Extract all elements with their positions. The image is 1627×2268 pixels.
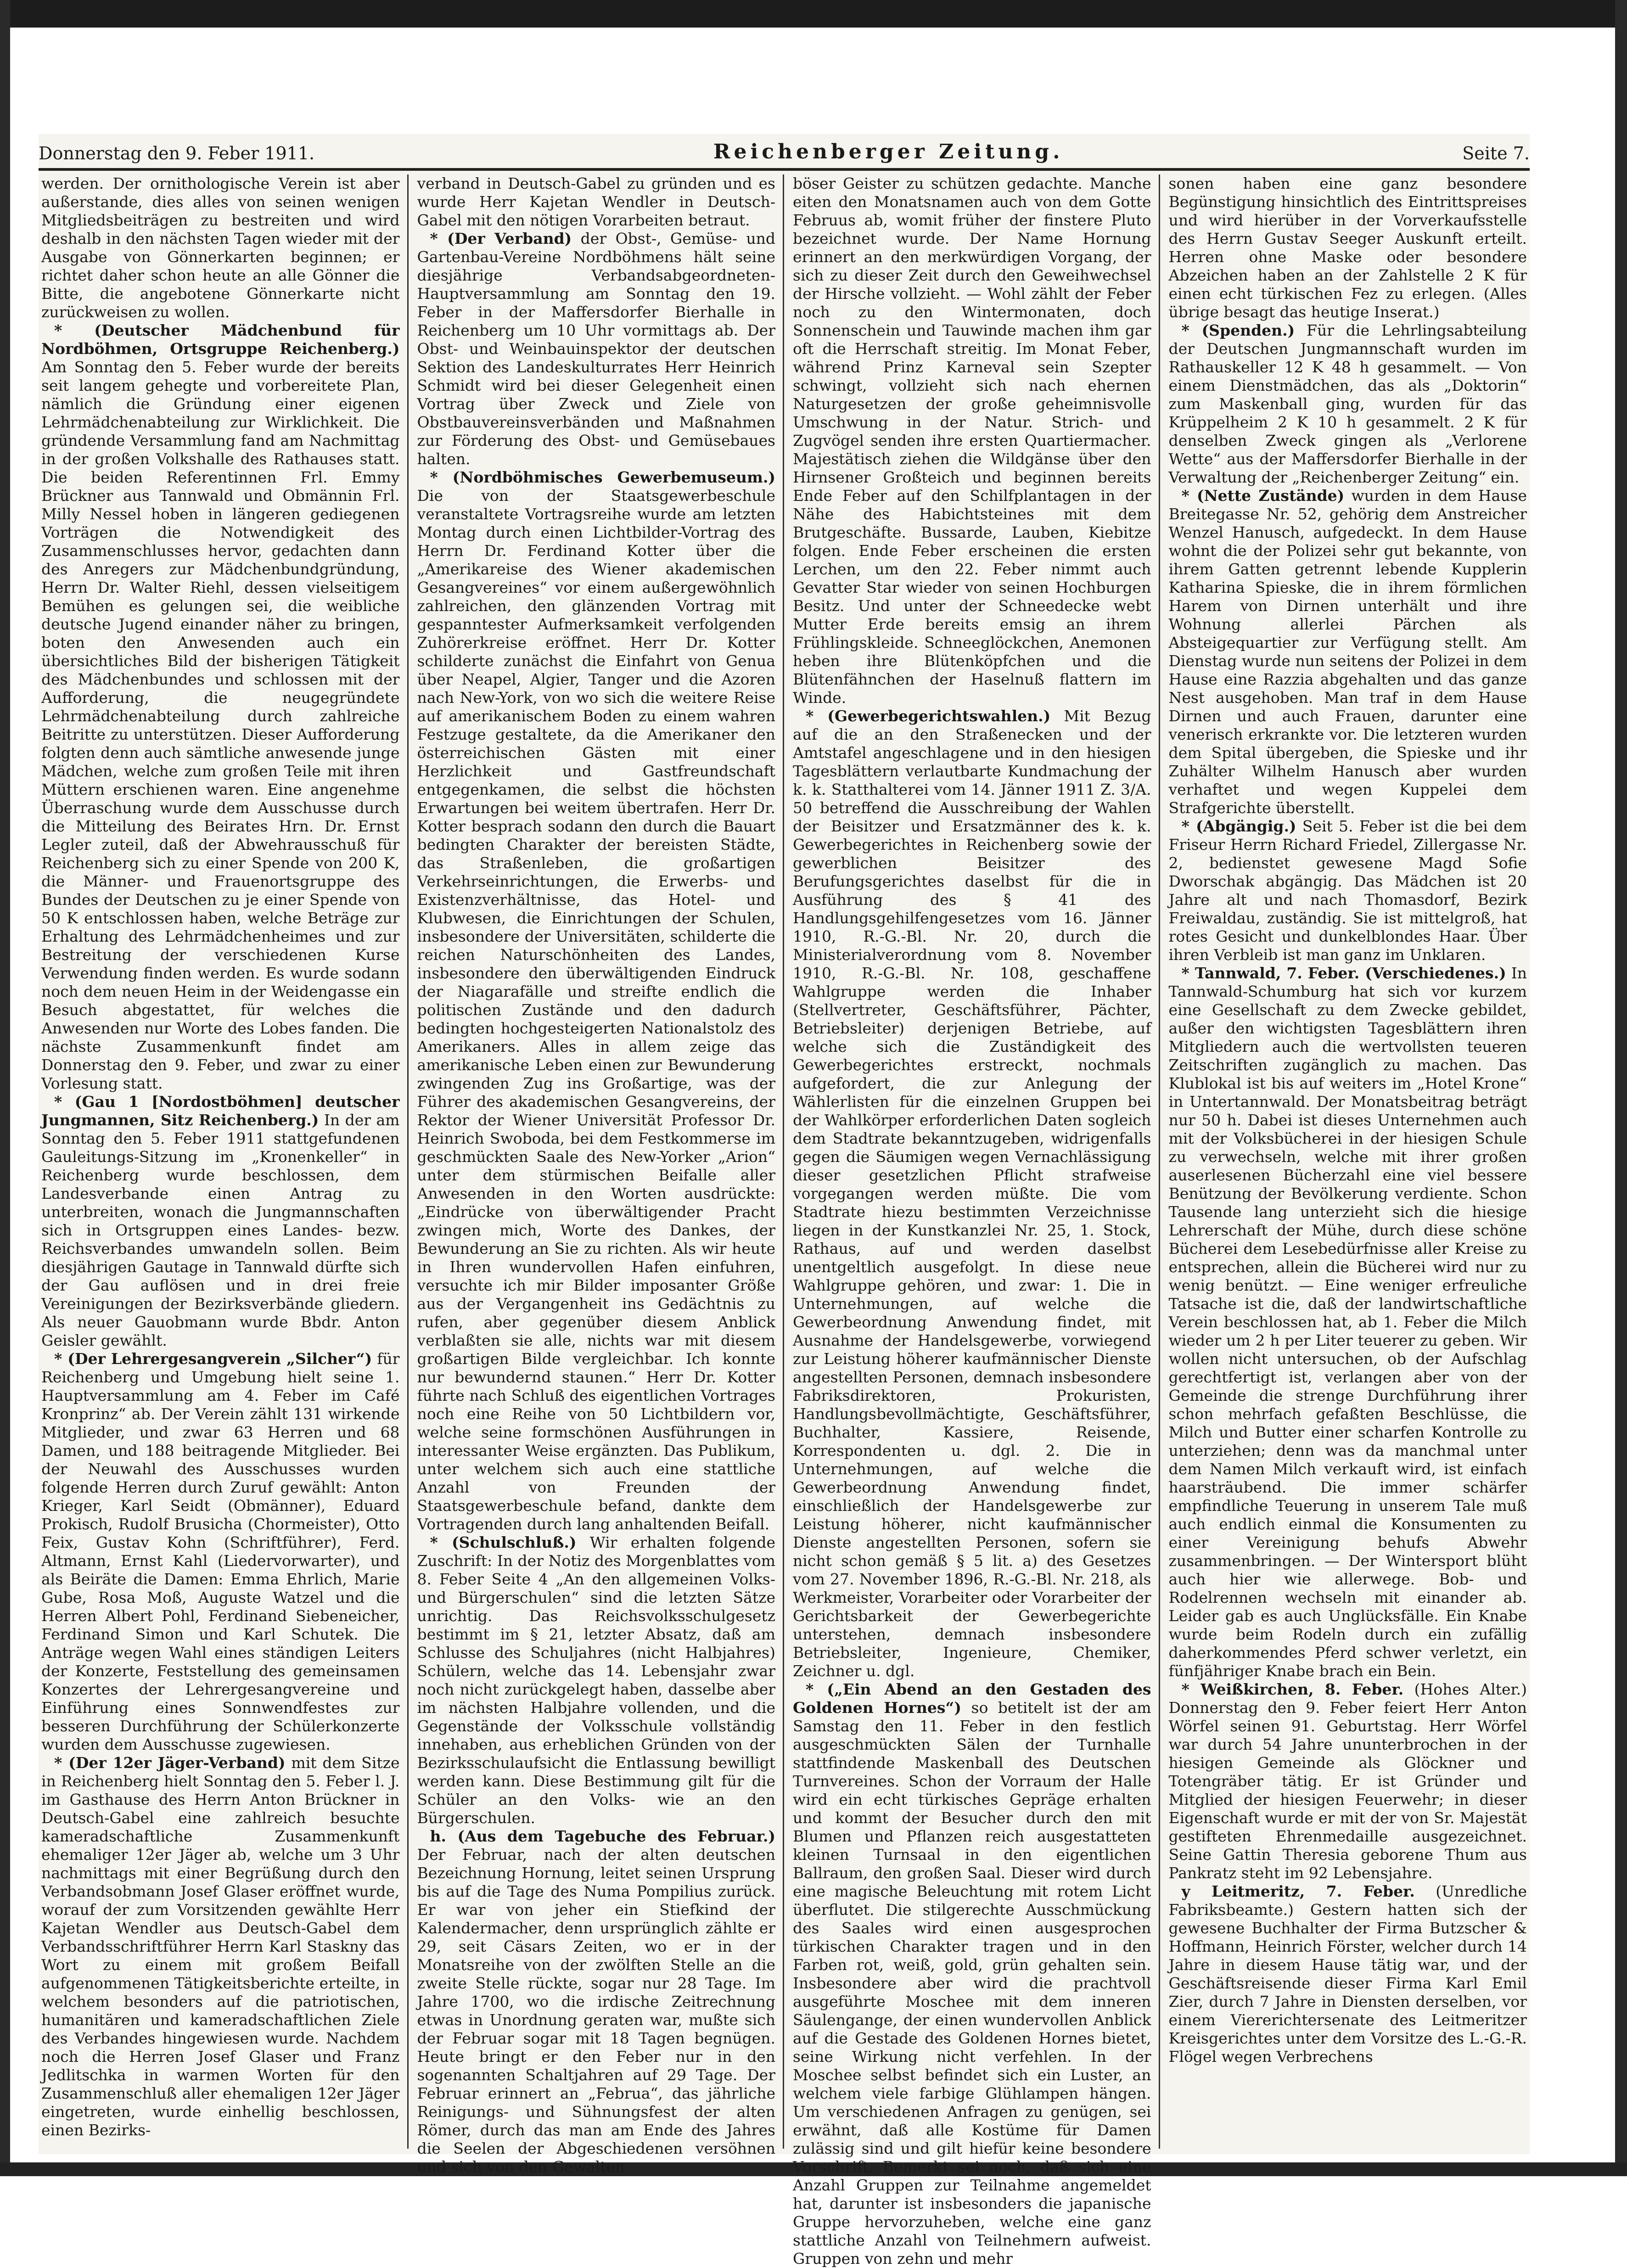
article-text: verband in Deutsch-Gabel zu gründen und es wurde Herr Kajetan Wendler in Deutsch-Gabel mit den nötigen Vorarbeiten betraut. xyxy=(417,174,775,229)
article-rubric: * Tannwald, 7. Feber. (Verschiedenes.) xyxy=(1181,964,1506,982)
article-paragraph xyxy=(793,174,1151,707)
article-text: für Reichenberg und Umgebung hielt seine 1. Hauptversammlung am 4. Feber im Café Kronprinz“ ab. Der Verein zählt 131 wirkende Mitglieder, und zwar 63 Herren und 68 Damen, und 188 beitragende Mitglieder. Bei der Neuwahl des Ausschusses wurden folgende Herren durch Zuruf gewählt: Anton Krieger, Karl Seidt (Obmänner), Eduard Prokisch, Rudolf Brusicha (Chormeister), Otto Feix, Gustav Kohn (Schriftführer), Ferd. Altmann, Ernst Kahl (Liedervorwarter), und als Beiräte die Damen: Emma Ehrlich, Marie Gube, Rosa Moß, Auguste Watzel und die Herren Albert Pohl, Ferdinand Siebeneicher, Ferdinand Simon und Karl Schutek. Die Anträge wegen Wahl eines ständigen Leiters der Konzerte, Feststellung des gemeinsamen Konzertes der Lehrergesangvereine und Einführung eines Sonnwendfestes zur besseren Durchführung der Schülerkonzerte wurden dem Ausschusse zugewiesen. xyxy=(41,1350,400,1753)
article-rubric: * („Ein Abend an den Gestaden des Goldenen Hornes“) xyxy=(793,1680,1151,1717)
article-text: werden. Der ornithologische Verein ist aber außerstande, dies alles von seinen wenigen Mitgliedsbeiträgen zu bestreiten und wird deshalb in den nächsten Tagen wieder mit der Ausgabe von Gönnerkarten beginnen; er richtet daher schon heute an alle Gönner die Bitte, die angebotene Gönnerkarte nicht zurückweisen zu wollen. xyxy=(41,174,400,321)
text-columns xyxy=(39,174,1530,2268)
article-text: mit dem Sitze in Reichenberg hielt Sonntag den 5. Feber l. J. im Gasthause des Herrn Anton Brückner in Deutsch-Gabel eine zahlreich besuchte kameradschaftliche Zusammenkunft ehemaliger 12er Jäger ab, welche um 3 Uhr nachmittags mit einer Begrüßung durch den Verbandsobmann Josef Glaser eröffnet wurde, worauf der zum Vorsitzenden gewählte Herr Kajetan Wendler aus Deutsch-Gabel dem Verbandsschriftführer Herrn Karl Staskny das Wort zu einem mit großem Beifall aufgenommenen Tätigkeitsberichte erteilte, in welchem besonders auf die patriotischen, humanitären und kameradschaftlichen Ziele des Verbandes hingewiesen wurde. Nachdem noch die Herren Josef Glaser und Franz Jedlitschka in warmen Worten für den Zusammenschluß aller ehemaligen 12er Jäger eingetreten, wurde einhellig beschlossen, einen Bezirks- xyxy=(41,1754,400,2139)
article-rubric: * (Spenden.) xyxy=(1181,321,1295,339)
article-paragraph xyxy=(41,1754,400,2139)
article-text: sonen haben eine ganz besondere Begünstigung hinsichtlich des Eintrittspreises und wird hierüber in der Vorverkaufsstelle des Herrn Gustav Seeger Auskunft erteilt. Herren ohne Maske oder besondere Abzeichen haben an der Zahlstelle 2 K für einen echt türkischen Fez zu erlegen. (Alles übrige besagt das heutige Inserat.) xyxy=(1168,174,1527,321)
article-paragraph xyxy=(1169,1680,1527,1882)
article-text: (Unredliche Fabriksbeamte.) Gestern hatten sich der gewesene Buchhalter der Firma Butzscher & Hoffmann, Heinrich Förster, welcher durch 14 Jahre in diesem Hause tätig war, und der Geschäftsreisende dieser Firma Karl Emil Zier, durch 7 Jahre in Diensten derselben, vor einem Viererichtersenate des Leitmeritzer Kreisgerichtes unter dem Vorsitze des L.-G.-R. Flögel wegen Verbrechens xyxy=(1168,1882,1527,2066)
article-paragraph xyxy=(1169,321,1527,487)
article-paragraph xyxy=(1169,964,1527,1680)
article-text: Am Sonntag den 5. Feber wurde der bereits seit langem gehegte und vorbereitete Plan, nämlich die Gründung einer eigenen Lehrmädchenabteilung zur Wirklichkeit. Die gründende Versammlung fand am Nachmittag in der großen Volkshalle des Rathauses statt. Die beiden Referentinnen Frl. Emmy Brückner aus Tannwald und Obmännin Frl. Milly Nessel hoben in längeren gediegenen Vorträgen die Notwendigkeit des Zusammenschlusses hervor, gedachten dann des Anregers zur Mädchenbundgründung, Herrn Dr. Walter Riehl, dessen vielseitigem Bemühen es gelungen sei, die weibliche deutsche Jugend einander näher zu bringen, boten den Anwesenden auch ein übersichtliches Bild der bisherigen Tätigkeit des Mädchenbundes und schlossen mit der Aufforderung, die neugegründete Lehrmädchenabteilung durch zahlreiche Beitritte zu unterstützen. Dieser Aufforderung folgten denn auch sämtliche anwesende junge Mädchen, welche zum großen Teile mit ihren Müttern erschienen waren. Eine angenehme Überraschung wurde dem Ausschusse durch die Mitteilung des Beirates Hrn. Dr. Ernst Legler zuteil, daß der Abwehrausschuß für Reichenberg sich zu einer Spende von 200 K, die Männer- und Frauenortsgruppe des Bundes der Deutschen zu je einer Spende von 50 K entschlossen haben, welche Beträge zur Erhaltung des Lehrmädchenheimes und zur Bestreitung der verschiedenen Kurse Verwendung finden werden. Es wurde sodann noch dem neuen Heim in der Weidengasse ein Besuch abgestattet, für welches die Anwesenden nur Worte des Lobes fanden. Die nächste Zusammenkunft findet am Donnerstag den 9. Feber, und zwar zu einer Vorlesung statt. xyxy=(41,358,400,1092)
article-rubric: * Weißkirchen, 8. Feber. xyxy=(1181,1680,1404,1698)
article-paragraph xyxy=(41,174,400,321)
article-paragraph xyxy=(417,1533,776,1827)
article-text: Mit Bezug auf die an den Straßenecken und der Amtstafel angeschlagene und in den hiesigen Tagesblättern verlautbarte Kundmachung der k. k. Statthalterei vom 14. Jänner 1911 Z. 3/A. 50 betreffend die Ausschreibung der Wahlen der Beisitzer und Ersatzmänner des k. k. Gewerbegerichtes in Reichenberg sowie der gewerblichen Beisitzer des Berufungsgerichtes daselbst für die in Ausführung des § 41 des Handlungsgehilfengesetzes vom 16. Jänner 1910, R.-G.-Bl. Nr. 20, durch die Ministerialverordnung vom 8. November 1910, R.-G.-Bl. Nr. 108, geschaffene Wahlgruppe werden die Inhaber (Stellvertreter, Geschäftsführer, Pächter, Betriebsleiter) derjenigen Betriebe, auf welche sich die Zuständigkeit des Gewerbegerichtes erstreckt, nochmals aufgefordert, die zur Anlegung der Wählerlisten für die einzelnen Gruppen bei der Wahlkörper erforderlichen Daten sogleich dem Stadtrate bekanntzugeben, widrigenfalls gegen die Säumigen wegen Vernachlässigung dieser gesetzlichen Pflicht strafweise vorgegangen werden müßte. Die vom Stadtrate hiezu bestimmten Verzeichnisse liegen in der Kunstkanzlei Nr. 25, 1. Stock, Rathaus, auf und werden daselbst unentgeltlich ausgefolgt. In diese neue Wahlgruppe gehören, und zwar: 1. Die in Unternehmungen, auf welche die Gewerbeordnung Anwendung findet, mit Ausnahme der Handelsgewerbe, vorwiegend zur Leistung höherer kaufmännischer Dienste angestellten Personen, demnach insbesondere Fabriksdirektoren, Prokuristen, Handlungsbevollmächtigte, Geschäftsführer, Buchhalter, Kassiere, Reisende, Korrespondenten u. dgl. 2. Die in Unternehmungen, auf welche die Gewerbeordnung Anwendung findet, einschließlich der Handelsgewerbe zur Leistung höherer, nicht kaufmännischer Dienste angestellten Personen, sofern sie nicht schon gemäß § 5 lit. a) des Gesetzes vom 27. November 1896, R.-G.-Bl. Nr. 218, als Werkmeister, Vorarbeiter oder Vorarbeiter der Gerichtsbarkeit der Gewerbegerichte unterstehen, demnach insbesondere Betriebsleiter, Ingenieure, Chemiker, Zeichner u. dgl. xyxy=(793,707,1151,1680)
article-rubric: * (Der 12er Jäger-Verband) xyxy=(54,1754,286,1772)
newspaper-title: Reichenberger Zeitung. xyxy=(713,140,1064,163)
article-rubric: y Leitmeritz, 7. Feber. xyxy=(1181,1882,1415,1900)
article-text: so betitelt ist der am Samstag den 11. Feber in den festlich ausgeschmückten Sälen der Turnhalle stattfindende Maskenball des Deutschen Turnvereines. Schon der Vorraum der Halle wird ein echt türkisches Gepräge erhalten und kommt der Besucher durch den mit Blumen und Pflanzen reich ausgestatteten kleinen Turnsaal in den eigentlichen Ballraum, den großen Saal. Dieser wird durch eine magische Beleuchtung mit rotem Licht überflutet. Die stilgerechte Ausschmückung des Saales wird einen ausgesprochen türkischen Charakter tragen und in den Farben rot, weiß, gold, grün gehalten sein. Insbesondere aber wird die prachtvoll ausgeführte Moschee mit dem inneren Säulengange, der einen wundervollen Anblick auf die Gestade des Goldenen Hornes bietet, seine Wirkung nicht verfehlen. In der Moschee selbst befindet sich ein Luster, an welchem viele farbige Glühlampen hängen. Um verschiedenen Anfragen zu genügen, sei erwähnt, daß alle Kostüme für Damen zulässig sind und gilt hiefür keine besondere Vorschrift. Bemerkt sei noch, daß sich eine Anzahl Gruppen zur Teilnahme angemeldet hat, darunter ist insbesonders die japanische Gruppe hervorzuheben, welche eine ganz stattliche Anzahl von Teilnehmern aufweist. Gruppen von zehn und mehr xyxy=(793,1699,1151,2268)
article-text: Seit 5. Feber ist die bei dem Friseur Herrn Richard Friedel, Zillergasse Nr. 2, bedienstet gewesene Magd Sofie Dworschak abgängig. Das Mädchen ist 20 Jahre alt und nach Thomasdorf, Bezirk Freiwaldau, zuständig. Sie ist mittelgroß, hat rotes Gesicht und dunkelblondes Haar. Über ihren Verbleib ist man ganz im Unklaren. xyxy=(1168,817,1527,964)
article-rubric: * (Nordböhmisches Gewerbemuseum.) xyxy=(430,468,775,486)
article-rubric: * (Gau 1 [Nordostböhmen] deutscher Jungmannen, Sitz Reichenberg.) xyxy=(41,1093,400,1129)
article-paragraph xyxy=(1169,1882,1527,2066)
article-paragraph xyxy=(1169,487,1527,817)
article-text: (Hohes Alter.) Donnerstag den 9. Feber feiert Herr Anton Wörfel seinen 91. Geburtstag. Herr Wörfel war durch 54 Jahre ununterbrochen in der hiesigen Gemeinde als Glöckner und Totengräber tätig. Er ist Gründer und Mitglied der hiesigen Feuerwehr; in dieser Eigenschaft wurde er mit der von Sr. Majestät gestifteten Ehrenmedaille ausgezeichnet. Seine Gattin Theresia geborene Thum aus Pankratz steht im 92 Lebensjahre. xyxy=(1168,1680,1527,1882)
article-rubric: * (Nette Zustände) xyxy=(1181,487,1345,505)
article-paragraph xyxy=(417,468,776,1533)
article-text: In der am Sonntag den 5. Feber 1911 stattgefundenen Gauleitungs-Sitzung im „Kronenkeller“ in Reichenberg wurde beschlossen, dem Landesverbande einen Antrag zu unterbreiten, wonach die Jungmannschaften sich in Ortsgruppen eines Landes- bezw. Reichsverbandes umwandeln sollen. Beim diesjährigen Gautage in Tannwald dürfte sich der Gau auflösen und in drei freie Vereinigungen der Bezirksverbände gliedern. Als neuer Gauobmann wurde Bbdr. Anton Geisler gewählt. xyxy=(41,1111,400,1349)
article-rubric: * (Abgängig.) xyxy=(1181,817,1296,835)
article-rubric: h. (Aus dem Tagebuche des Februar.) xyxy=(430,1827,775,1845)
article-text: Die von der Staatsgewerbeschule veranstaltete Vortragsreihe wurde am letzten Montag durch einen Lichtbilder-Vortrag des Herrn Dr. Ferdinand Kotter über die „Amerikareise des Wiener akademischen Gesangvereines“ vor einem außergewöhnlich zahlreichen, den glänzenden Vortrag mit gespanntester Aufmerksamkeit verfolgenden Zuhörerkreise eröffnet. Herr Dr. Kotter schilderte zunächst die Einfahrt von Genua über Neapel, Algier, Tanger und die Azoren nach New-York, von wo sich die weitere Reise auf amerikanischem Boden zu einem wahren Festzuge gestaltete, da die Amerikaner den österreichischen Gästen mit einer Herzlichkeit und Gastfreundschaft entgegenkamen, die selbst die höchsten Erwartungen bei weitem übertrafen. Herr Dr. Kotter besprach sodann den durch die Bauart bedingten Charakter der bereisten Städte, das Straßenleben, die großartigen Verkehrseinrichtungen, die Erwerbs- und Existenzverhältnisse, das Hotel- und Klubwesen, die Einrichtungen der Schulen, insbesondere der Universitäten, schilderte die reichen Naturschönheiten des Landes, insbesondere den überwältigenden Eindruck der Niagarafälle und streifte endlich die politischen Zustände und den dadurch bedingten hochgesteigerten Nationalstolz des Amerikaners. Alles in allem zeige das amerikanische Leben einen zur Bewunderung zwingenden Zug ins Großartige, was der Führer des akademischen Gesangvereins, der Rektor der Wiener Universität Professor Dr. Heinrich Swoboda, bei dem Festkommerse im geschmückten Saale des New-Yorker „Arion“ unter dem stürmischen Beifalle aller Anwesenden in den Worten ausdrückte: „Eindrücke von überwältigender Pracht zwingen mich, Worte des Dankes, der Bewunderung an Sie zu richten. Als wir heute in Ihren wundervollen Hafen einfuhren, versuchte ich mir Bilder imposanter Größe aus der Vergangenheit ins Gedächtnis zu rufen, aber gegenüber diesem Anblick verblaßten sie alle, nichts war mit diesem großartigen Bilde vergleichbar. Ich konnte nur bewundernd staunen.“ Herr Dr. Kotter führte nach Schluß des eigentlichen Vortrages noch eine Reihe von 50 Lichtbildern vor, welche seine formschönen Ausführungen in interessanter Weise ergänzten. Das Publikum, unter welchem sich auch eine stattliche Anzahl von Freunden der Staatsgewerbeschule befand, dankte dem Vortragenden durch lang anhaltenden Beifall. xyxy=(417,487,775,1533)
article-text: wurden in dem Hause Breitegasse Nr. 52, gehörig dem Anstreicher Wenzel Hanusch, aufgedeckt. In dem Hause wohnt die der Polizei sehr gut bekannte, von ihrem Gatten getrennt lebende Kupplerin Katharina Spieske, die in ihrem förmlichen Harem von Dirnen unterhält und ihre Wohnung allerlei Pärchen als Absteigequartier zur Verfügung stellt. Am Dienstag wurde nun seitens der Polizei in dem Hause eine Razzia abgehalten und das ganze Nest ausgehoben. Man traf in dem Hause Dirnen und auch Frauen, darunter eine venerisch erkrankte vor. Die letzteren wurden dem Spital übergeben, die Spieske und ihr Zuhälter Wilhelm Hanusch aber wurden verhaftet und wegen Kuppelei dem Strafgerichte überstellt. xyxy=(1168,487,1527,817)
article-paragraph xyxy=(41,1093,400,1350)
article-rubric: * (Schulschluß.) xyxy=(430,1533,577,1551)
article-paragraph xyxy=(417,1827,776,2176)
article-paragraph xyxy=(417,230,776,468)
article-paragraph xyxy=(41,321,400,1093)
article-text: Der Februar, nach der alten deutschen Bezeichnung Hornung, leitet seinen Ursprung bis auf die Tage des Numa Pompilius zurück. Er war von jeher ein Stiefkind der Kalendermacher, denn ursprünglich zählte er 29, seit Cäsars Zeiten, wo er in der Monatsreihe von der zwölften Stelle an die zweite Stelle rückte, sogar nur 28 Tage. Im Jahre 1700, wo die irdische Zeitrechnung etwas in Unordnung geraten war, mußte sich der Februar sogar mit 18 Tagen begnügen. Heute bringt er den Feber nur in den sogenannten Schaltjahren auf 29 Tage. Der Februar erinnert an „Februa“, das jährliche Reinigungs- und Sühnungsfest der alten Römer, durch das man am Ende des Jahres die Seelen der Abgeschiedenen versöhnen und sich von den Gewalten xyxy=(417,1846,775,2176)
column-1 xyxy=(39,174,403,2149)
article-paragraph xyxy=(41,1350,400,1754)
article-rubric: * (Der Lehrergesangverein „Silcher“) xyxy=(54,1350,372,1368)
page-number: Seite 7. xyxy=(1462,143,1530,163)
header-date: Donnerstag den 9. Feber 1911. xyxy=(39,143,315,163)
header-rule xyxy=(39,168,1530,171)
article-rubric: * (Der Verband) xyxy=(430,230,572,247)
article-paragraph xyxy=(417,174,776,230)
article-text: böser Geister zu schützen gedachte. Manche eiten den Monatsnamen auch von dem Gotte Februus ab, womit früher der finstere Pluto bezeichnet wurde. Der Name Hornung erinnert an den merkwürdigen Vorgang, der sich zu dieser Zeit durch den Geweihwechsel der Hirsche vollzieht. — Wohl zählt der Feber noch zu den Wintermonaten, doch Sonnenschein und Tauwinde machen ihm gar oft die Herrschaft streitig. Im Monat Feber, während Prinz Karneval sein Szepter schwingt, vollzieht sich nach ehernen Naturgesetzen der große geheimnisvolle Umschwung in der Natur. Strich- und Zugvögel senden ihre ersten Quartiermacher. Majestätisch ziehen die Wildgänse über den Hirnsener Großteich und beginnen bereits Ende Feber auf den Schilfplantagen in der Nähe des Habichtsteines mit dem Brutgeschäfte. Bussarde, Lauben, Kiebitze folgen. Ende Feber erscheinen die ersten Lerchen, um den 22. Feber nimmt auch Gevatter Star wieder von seinen Hochburgen Besitz. Und unter der Schneedecke webt Mutter Erde bereits emsig an ihrem Frühlingskleide. Schneeglöckchen, Anemonen heben ihre Blütenköpfchen und die Blütenfähnchen der Haselnuß flattern im Winde. xyxy=(793,174,1151,707)
scan-border-top xyxy=(0,0,1627,28)
article-text: Wir erhalten folgende Zuschrift: In der Notiz des Morgenblattes vom 8. Feber Seite 4 „An den allgemeinen Volks- und Bürgerschulen“ sind die letzten Sätze unrichtig. Das Reichsvolksschulgesetz bestimmt im § 21, letzter Absatz, daß am Schlusse des Schuljahres (nicht Halbjahres) Schülern, welche das 14. Lebensjahr zwar noch nicht zurückgelegt haben, dasselbe aber im nächsten Halbjahre vollenden, und die Gegenstände der Volksschule vollständig innehaben, aus erheblichen Gründen von der Bezirksschulaufsicht die Entlassung bewilligt werden kann. Diese Bestimmung gilt für die Schüler an den Volks- wie an den Bürgerschulen. xyxy=(417,1533,775,1827)
article-rubric: * (Deutscher Mädchenbund für Nordböhmen, Ortsgruppe Reichenberg.) xyxy=(41,321,400,358)
scan-border-right xyxy=(1615,0,1627,2176)
article-paragraph xyxy=(1169,174,1527,321)
page-header xyxy=(39,136,1530,163)
article-rubric: * (Gewerbegerichtswahlen.) xyxy=(806,707,1051,725)
article-paragraph xyxy=(1169,817,1527,964)
article-text: Für die Lehrlingsabteilung der Deutschen Jungmannschaft wurden im Rathauskeller 12 K 48 h gesammelt. — Von einem Dienstmädchen, das als „Doktorin“ zum Maskenball ging, wurden für das Krüppelheim 2 K 10 h gesammelt. 2 K für denselben Zweck gingen als „Verlorene Wette“ aus der Maffersdorfer Bierhalle in der Verwaltung der „Reichenberger Zeitung“ ein. xyxy=(1168,321,1527,486)
column-2 xyxy=(415,174,779,2176)
article-text: In Tannwald-Schumburg hat sich vor kurzem eine Gesellschaft zu dem Zwecke gebildet, außer den wichtigsten Tagesblättern ihren Mitgliedern auch die wertvollsten teueren Zeitschriften zugänglich zu machen. Das Klublokal ist bis auf weiters im „Hotel Krone“ in Untertannwald. Der Monatsbeitrag beträgt nur 50 h. Dabei ist dieses Unternehmen auch mit der Volksbücherei in der hiesigen Schule zu verwechseln, welche mit ihrer großen auserlesenen Bücherzahl eine viel bessere Benützung der Bevölkerung verdiente. Schon Tausende lang unterzieht sich die hiesige Lehrerschaft der Mühe, durch diese schöne Bücherei dem Lesebedürfnisse aller Kreise zu entsprechen, allein die Bücherei wird nur zu wenig benützt. — Eine weniger erfreuliche Tatsache ist die, daß der landwirtschaftliche Verein beschlossen hat, ab 1. Feber die Milch wieder um 2 h per Liter teuerer zu geben. Wir wollen nicht untersuchen, ob der Aufschlag gerechtfertigt ist, verlangen aber von der Gemeinde die strenge Durchführung ihrer schon mehrfach gefaßten Beschlüsse, die Milch und Butter einer scharfen Kontrolle zu unterziehen; denn was da manchmal unter dem Namen Milch verkauft wird, ist einfach haarsträubend. Die immer schärfer empfindliche Teuerung in unserem Tale muß auch endlich einmal die Konsumenten zu einer Vereinigung behufs Abwehr zusammenbringen. — Der Wintersport blüht auch hier wie allerwege. Bob- und Rodelrennen wechseln mit einander ab. Leider gab es auch Unglücksfälle. Ein Knabe wurde beim Rodeln durch ein zufällig daherkommendes Pferd schwer verletzt, ein fünfjähriger Knabe brach ein Bein. xyxy=(1168,964,1527,1680)
scan-border-left xyxy=(0,0,10,2176)
article-text: der Obst-, Gemüse- und Gartenbau-Vereine Nordböhmens hält seine diesjährige Verbandsabgeordneten-Hauptversammlung am Sonntag den 19. Feber in der Maffersdorfer Bierhalle in Reichenberg um 10 Uhr vormittags ab. Der Obst- und Weinbauinspektor der deutschen Sektion des Landeskulturrates Herr Heinrich Schmidt wird bei dieser Gelegenheit einen Vortrag über Zweck und Ziele von Obstbauvereinsverbänden und Maßnahmen zur Förderung des Obst- und Gemüsebaues halten. xyxy=(417,230,775,468)
article-paragraph xyxy=(793,1680,1151,2268)
column-4 xyxy=(1166,174,1530,2149)
column-3 xyxy=(790,174,1154,2268)
article-paragraph xyxy=(793,707,1151,1680)
